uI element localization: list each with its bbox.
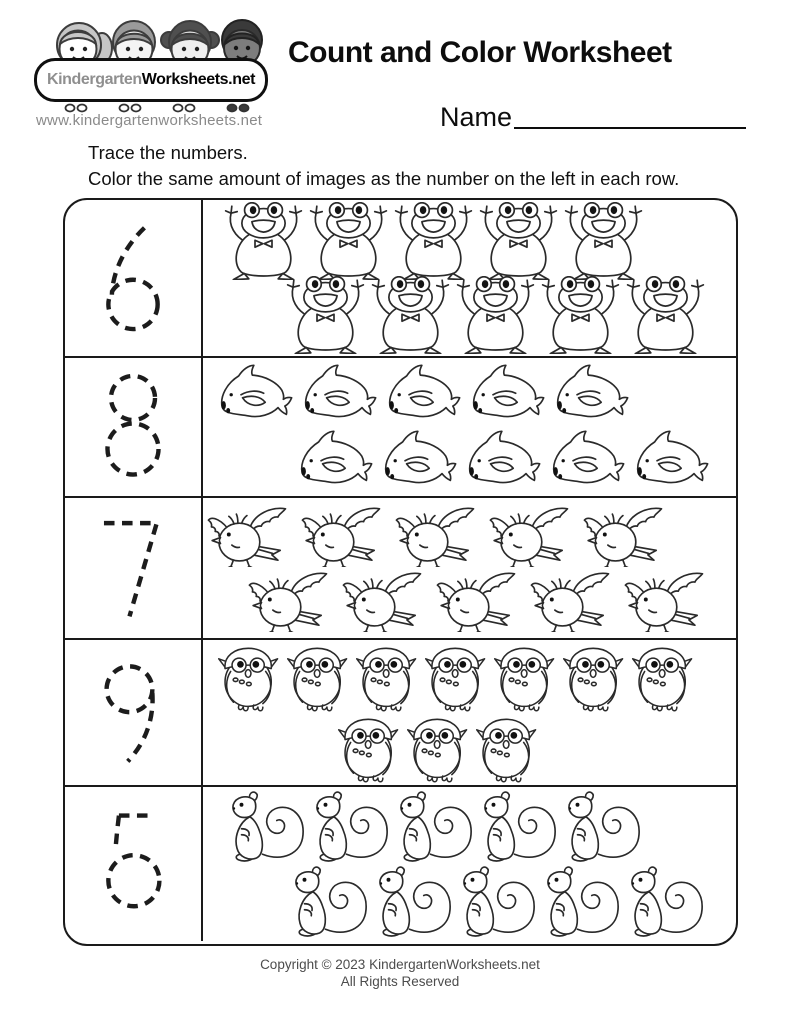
squirrel-image <box>540 864 624 939</box>
animal-line-top <box>213 360 633 428</box>
frog-image <box>368 276 453 354</box>
animals-cell <box>203 640 736 785</box>
owl-image <box>283 642 352 712</box>
bird-image <box>529 570 623 632</box>
squirrel-image <box>393 789 477 864</box>
bird-image <box>341 570 435 632</box>
frog-image <box>306 202 391 280</box>
animals-cell <box>203 498 736 638</box>
instructions <box>88 140 679 192</box>
worksheet-row-squirrel <box>65 785 736 941</box>
owl-image <box>628 642 697 712</box>
dashed-digit-9 <box>89 654 177 772</box>
dashed-digit-7 <box>89 509 177 627</box>
squirrel-image <box>477 789 561 864</box>
worksheet-table <box>63 198 738 946</box>
squirrel-image <box>372 864 456 939</box>
worksheet-row-owl <box>65 638 736 785</box>
animal-line-top <box>214 642 697 712</box>
frog-image <box>561 202 646 280</box>
animal-line-bottom <box>293 426 713 494</box>
animals-cell <box>203 200 736 356</box>
site-url: www.kindergartenworksheets.net <box>36 112 263 129</box>
bird-image <box>623 570 717 632</box>
trace-number-cell <box>65 358 203 496</box>
owl-image <box>559 642 628 712</box>
name-field <box>440 102 746 133</box>
dolphin-image <box>293 426 377 494</box>
squirrel-image <box>288 864 372 939</box>
footer <box>0 956 800 990</box>
dolphin-image <box>297 360 381 428</box>
worksheet-row-dolphin <box>65 356 736 496</box>
frog-image <box>453 276 538 354</box>
bird-image <box>247 570 341 632</box>
rights-text: All Rights Reserved <box>340 974 460 989</box>
dashed-digit-5 <box>89 805 177 923</box>
logo-brand-black: Worksheets.net <box>141 71 256 88</box>
trace-number-cell <box>65 640 203 785</box>
bird-image <box>488 505 582 567</box>
frog-image <box>283 276 368 354</box>
dolphin-image <box>549 360 633 428</box>
dolphin-image <box>213 360 297 428</box>
dolphin-image <box>629 426 713 494</box>
frog-image <box>476 202 561 280</box>
dolphin-image <box>465 360 549 428</box>
animal-line-top <box>225 789 645 864</box>
logo-banner <box>34 58 268 102</box>
worksheet-row-frog <box>65 200 736 356</box>
squirrel-image <box>456 864 540 939</box>
owl-image <box>352 642 421 712</box>
bird-image <box>435 570 529 632</box>
squirrel-image <box>561 789 645 864</box>
animal-line-bottom <box>334 713 541 783</box>
trace-number-cell <box>65 787 203 941</box>
page-title: Count and Color Worksheet <box>288 36 672 69</box>
instruction-line-1: Trace the numbers. <box>88 142 248 163</box>
squirrel-image <box>309 789 393 864</box>
bird-image <box>206 505 300 567</box>
animal-line-bottom <box>247 570 717 632</box>
owl-image <box>490 642 559 712</box>
animal-line-bottom <box>288 864 708 939</box>
frog-image <box>221 202 306 280</box>
dolphin-image <box>461 426 545 494</box>
copyright-text: Copyright © 2023 KindergartenWorksheets.net <box>260 957 540 972</box>
instruction-line-2: Color the same amount of images as the number on the left in each row. <box>88 168 680 189</box>
owl-image <box>472 713 541 783</box>
frog-image <box>623 276 708 354</box>
logo-brand-gray: Kindergarten <box>46 71 142 88</box>
animals-cell <box>203 358 736 496</box>
animal-line-top <box>221 202 646 280</box>
dashed-digit-8 <box>89 368 177 486</box>
name-label: Name <box>440 102 513 132</box>
worksheet-row-bird <box>65 496 736 638</box>
owl-image <box>421 642 490 712</box>
frog-image <box>391 202 476 280</box>
squirrel-image <box>225 789 309 864</box>
bird-image <box>582 505 676 567</box>
dolphin-image <box>545 426 629 494</box>
trace-number-cell <box>65 200 203 356</box>
bird-image <box>394 505 488 567</box>
animal-line-top <box>206 505 676 567</box>
owl-image <box>334 713 403 783</box>
dolphin-image <box>377 426 461 494</box>
frog-image <box>538 276 623 354</box>
animal-line-bottom <box>283 276 708 354</box>
site-logo <box>34 12 268 117</box>
bird-image <box>300 505 394 567</box>
name-blank-line <box>514 127 746 129</box>
owl-image <box>214 642 283 712</box>
owl-image <box>403 713 472 783</box>
squirrel-image <box>624 864 708 939</box>
dolphin-image <box>381 360 465 428</box>
animals-cell <box>203 787 736 941</box>
trace-number-cell <box>65 498 203 638</box>
dashed-digit-6 <box>89 219 177 337</box>
